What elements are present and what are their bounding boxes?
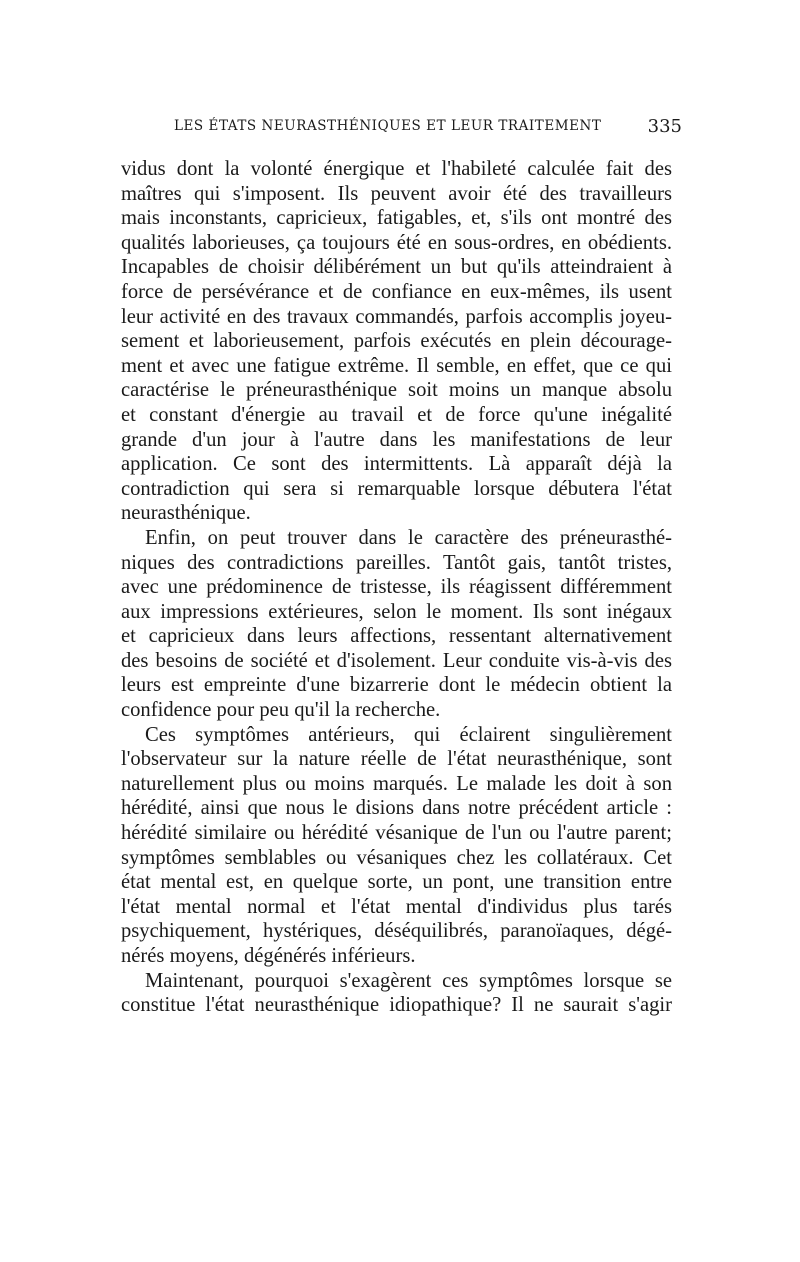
text-line: leurs est empreinte d'une bizarrerie dont le médecin obtient la: [121, 674, 672, 697]
text-line: Incapables de choisir délibérément un but qu'ils atteindraient à: [121, 256, 672, 279]
text-line: hérédité similaire ou hérédité vésanique de l'un ou l'autre parent;: [121, 822, 672, 845]
text-line: hérédité, ainsi que nous le disions dans notre précédent article :: [121, 797, 672, 820]
text-line: vidus dont la volonté énergique et l'habileté calculée fait des: [121, 158, 672, 180]
text-line: grande d'un jour à l'autre dans les manifestations de leur: [121, 428, 672, 451]
text-line: caractérise le préneurasthénique soit moins un manque absolu: [121, 379, 672, 402]
text-line: application. Ce sont des intermittents. Là apparaît déjà la: [121, 453, 672, 476]
text-line: et constant d'énergie au travail et de force qu'une inégalité: [121, 403, 672, 426]
text-line: maîtres qui s'imposent. Ils peuvent avoir été des travailleurs: [121, 182, 672, 205]
text-line: des besoins de société et d'isolement. Leur conduite vis-à-vis des: [121, 649, 672, 672]
text-line: l'état mental normal et l'état mental d'individus plus tarés: [121, 895, 672, 918]
text-line: neurasthénique.: [121, 502, 251, 525]
text-line: contradiction qui sera si remarquable lorsque débutera l'état: [121, 477, 672, 500]
text-line: avec une prédominence de tristesse, ils réagissent différemment: [121, 576, 672, 599]
text-line: niques des contradictions pareilles. Tantôt gais, tantôt tristes,: [121, 551, 672, 574]
text-line: Ces symptômes antérieurs, qui éclairent singulièrement: [145, 723, 672, 746]
text-line: leur activité en des travaux commandés, parfois accomplis joyeu-: [121, 305, 672, 328]
page-number: 335: [647, 116, 682, 137]
text-line: et capricieux dans leurs affections, ressentant alternativement: [121, 625, 672, 648]
text-line: force de persévérance et de confiance en eux-mêmes, ils usent: [121, 280, 672, 303]
text-line: sement et laborieusement, parfois exécutés en plein décourage-: [121, 330, 672, 353]
text-line: psychiquement, hystériques, déséquilibrés, paranoïaques, dégé-: [121, 920, 672, 943]
text-line: nérés moyens, dégénérés inférieurs.: [121, 945, 416, 967]
text-line: ment et avec une fatigue extrême. Il semble, en effet, que ce qui: [121, 354, 672, 377]
text-line: Maintenant, pourquoi s'exagèrent ces symptômes lorsque se: [145, 969, 672, 992]
text-line: aux impressions extérieures, selon le moment. Ils sont inégaux: [121, 600, 672, 623]
text-line: l'observateur sur la nature réelle de l'état neurasthénique, sont: [121, 748, 672, 771]
running-title: LES ÉTATS NEURASTHÉNIQUES ET LEUR TRAITEMENT: [174, 118, 602, 134]
text-line: mais inconstants, capricieux, fatigables, et, s'ils ont montré des: [121, 207, 672, 230]
text-line: symptômes semblables ou vésaniques chez les collatéraux. Cet: [121, 846, 672, 869]
text-line: confidence pour peu qu'il la recherche.: [121, 699, 441, 722]
body-text: [121, 157, 672, 1018]
text-line: état mental est, en quelque sorte, un pont, une transition entre: [121, 871, 672, 894]
text-line: constitue l'état neurasthénique idiopathique? Il ne saurait s'agir: [121, 994, 672, 1017]
text-line: qualités laborieuses, ça toujours été en sous-ordres, en obédients.: [121, 231, 672, 254]
text-line: Enfin, on peut trouver dans le caractère des préneurasthé-: [145, 526, 672, 549]
running-head: [122, 116, 682, 142]
text-line: naturellement plus ou moins marqués. Le malade les doit à son: [121, 772, 672, 795]
